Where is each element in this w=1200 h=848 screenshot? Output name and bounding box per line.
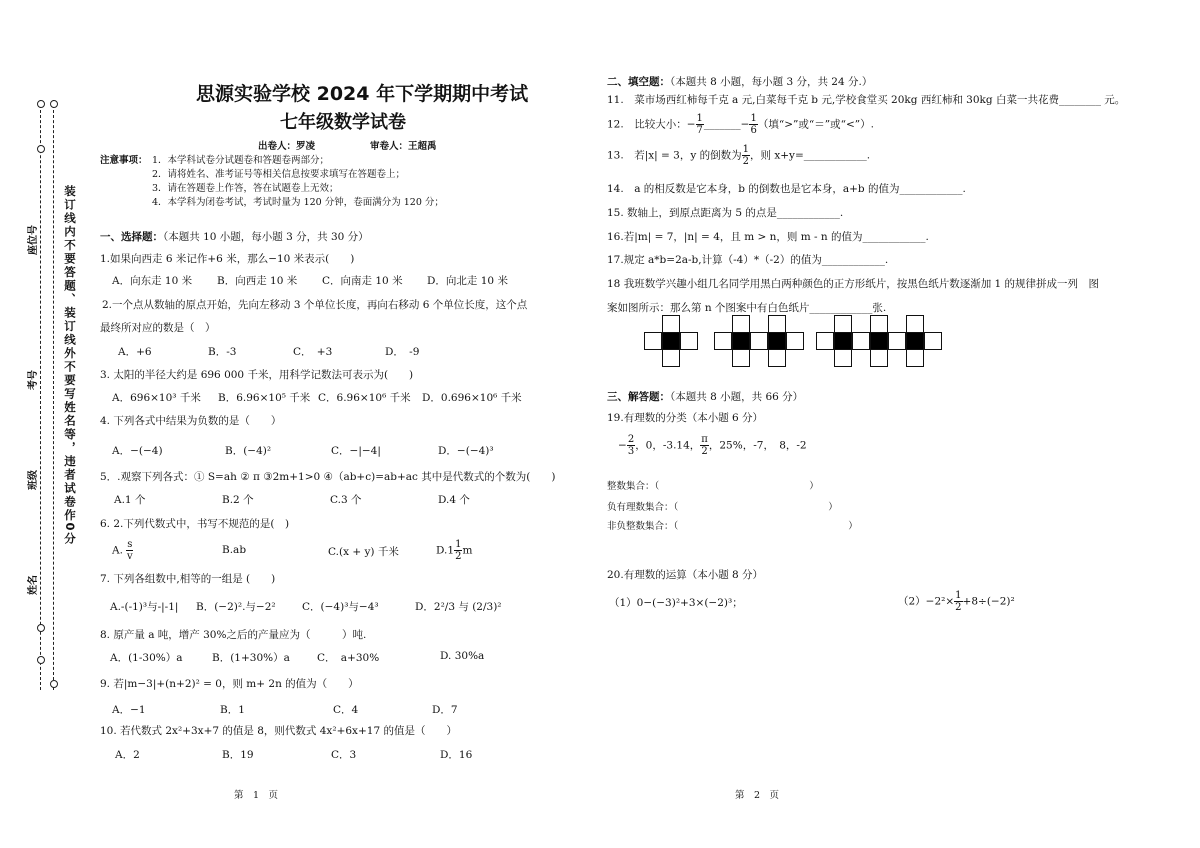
question-2: 2.一个点从数轴的原点开始，先向左移动 3 个单位长度，再向右移动 6 个单位长度，这个点 xyxy=(102,299,528,311)
white-tile xyxy=(816,332,834,350)
binding-warning: 装订线内不要答题、装订线外不要写姓名等，违者试卷作0分 xyxy=(63,185,77,547)
q12-suffix: （填“>”或“＝”或“<”）. xyxy=(757,118,874,131)
question-11: 11. 菜市场西红柿每千克 a 元,白菜每千克 b 元,学校食堂买 20kg 西红柿和 30kg 白菜一共花费________ 元。 xyxy=(607,94,1126,106)
binding-circle xyxy=(37,100,45,108)
binding-line-outer xyxy=(40,100,41,690)
q12-blank: _______ xyxy=(703,118,741,131)
white-tile xyxy=(888,332,906,350)
exam-title: 思源实验学校 2024 年下学期期中考试 xyxy=(196,83,529,105)
question-14: 14. a 的相反数是它本身，b 的倒数也是它本身，a+b 的值为____________. xyxy=(607,183,966,195)
denominator: 2 xyxy=(701,446,708,457)
option: A．向东走 10 米 xyxy=(112,275,193,287)
integer-set-label: 整数集合：（ xyxy=(607,481,660,492)
denominator: 7 xyxy=(696,125,703,136)
option: B．向西走 10 米 xyxy=(217,275,298,287)
nonnegative-integer-set: 非负整数集合：（ ） xyxy=(607,521,858,532)
option: C.(x + y) 千米 xyxy=(328,546,399,558)
option: A．+6 xyxy=(118,346,152,358)
question-10: 10. 若代数式 2x²+3x+7 的值是 8，则代数式 4x²+6x+17 的值是（ ） xyxy=(100,725,457,737)
q13-prefix: 13. 若|x| = 3，y 的倒数为 xyxy=(607,149,742,162)
denominator: 3 xyxy=(627,446,635,457)
black-tile xyxy=(732,332,750,350)
numerator: 1 xyxy=(955,590,962,601)
option: C．向南走 10 米 xyxy=(322,275,403,287)
denominator: 6 xyxy=(750,125,757,136)
question-2-cont: 最终所对应的数是（ ） xyxy=(100,322,216,334)
white-tile xyxy=(852,332,870,350)
question-12: 12. 比较大小：− $\frac{1}{7}$ _______− $\frac{1}{6}$ （填“>”或“＝”或“<”）. xyxy=(607,113,874,136)
question-8: 8. 原产量 a 吨，增产 30%之后的产量应为（ ）吨. xyxy=(100,629,367,641)
option: B．(−4)² xyxy=(225,445,272,457)
white-tile xyxy=(662,315,680,333)
question-5: 5．.观察下列各式：① S=ah ② π ③2m+1>0 ④（ab+c)=ab+ac 其中是代数式的个数为( ) xyxy=(100,471,556,483)
white-tile xyxy=(870,315,888,333)
option: A．2 xyxy=(115,749,140,761)
white-tile xyxy=(680,332,698,350)
option xyxy=(112,539,133,562)
fraction-one-sixth xyxy=(749,113,757,136)
black-tile xyxy=(870,332,888,350)
question-4: 4. 下列各式中结果为负数的是（ ） xyxy=(100,415,282,427)
white-tile xyxy=(834,349,852,367)
black-tile xyxy=(662,332,680,350)
reviewer: 审卷人：王超禹 xyxy=(370,141,437,152)
page-footer: 第 1 页 xyxy=(234,790,279,801)
fraction-two-thirds xyxy=(627,434,635,457)
white-tile xyxy=(732,315,750,333)
q19-numbers-part2: ，25%，-7， 8，-2 xyxy=(708,439,807,452)
q12-prefix: 12. 比较大小： xyxy=(607,118,687,131)
numerator: 2 xyxy=(627,434,635,445)
exam-subtitle: 七年级数学试卷 xyxy=(280,112,406,133)
question-18-cont: 案如图所示：那么第 n 个图案中有白色纸片____________张. xyxy=(607,302,887,314)
denominator: v xyxy=(127,551,133,562)
black-tile xyxy=(768,332,786,350)
numerator: 1 xyxy=(455,539,462,550)
option: A．(1-30%）a xyxy=(110,652,183,664)
question-1: 1.如果向西走 6 米记作+6 米，那么−10 米表示( ) xyxy=(100,253,355,265)
q19-number-list: − $\frac{2}{3}$ ，0，-3.14， $\frac{\pi}{2}$ ，25%，-7， 8，-2 xyxy=(618,434,807,457)
black-tile xyxy=(906,332,924,350)
option: C．(−4)³与−4³ xyxy=(302,601,379,613)
question-20-part-2 xyxy=(898,590,1015,613)
option: D．7 xyxy=(432,704,458,716)
section-3-desc: （本题共 8 小题，共 66 分） xyxy=(670,391,804,403)
negative-rational-set-label: 负有理数集合：（ xyxy=(607,502,679,513)
q20-2-prefix: （2）−2²× xyxy=(898,595,955,608)
option: B．(1+30%）a xyxy=(212,652,290,664)
white-tile xyxy=(924,332,942,350)
option: A．696×10³ 千米 xyxy=(112,392,201,404)
white-tile xyxy=(768,349,786,367)
binding-circle xyxy=(37,145,45,153)
option: D．2²/3 与 (2/3)² xyxy=(415,601,502,613)
numerator: 1 xyxy=(750,113,757,124)
denominator: 2 xyxy=(455,551,462,562)
seat-number-label: 座位号 xyxy=(28,225,39,255)
section-3-heading xyxy=(607,389,803,404)
option: C.3 个 xyxy=(330,494,362,506)
section-1-desc: （本题共 10 小题，每小题 3 分，共 30 分） xyxy=(163,231,369,243)
option: A.-(-1)³与-|-1| xyxy=(110,601,179,613)
option: A．−1 xyxy=(112,704,146,716)
white-tile xyxy=(662,349,680,367)
binding-circle xyxy=(50,680,58,688)
section-2-desc: （本题共 8 小题，每小题 3 分，共 24 分.） xyxy=(670,76,873,88)
option: C．3 xyxy=(331,749,357,761)
integer-set: 整数集合：（ ） xyxy=(607,481,819,492)
white-tile xyxy=(870,349,888,367)
question-3: 3. 太阳的半径大约是 696 000 千米，用科学记数法可表示为( ) xyxy=(100,369,414,381)
note-item: 4．本学科为闭卷考试，考试时量为 120 分钟，卷面满分为 120 分； xyxy=(152,197,444,208)
question-9: 9. 若|m−3|+(n+2)² = 0，则 m+ 2n 的值为（ ） xyxy=(100,678,359,690)
option: D.4 个 xyxy=(438,494,470,506)
white-tile xyxy=(834,315,852,333)
question-20-part-1: （1）0−(−3)²+3×(−2)³； xyxy=(609,597,743,609)
option: A.1 个 xyxy=(114,494,146,506)
option: D． -9 xyxy=(385,346,420,358)
numerator: 1 xyxy=(742,144,749,155)
option: C． a+30% xyxy=(317,652,380,664)
white-tile xyxy=(750,332,768,350)
option: A．−(−4) xyxy=(112,445,163,457)
option: D．16 xyxy=(440,749,473,761)
note-item: 1．本学科试卷分试题卷和答题卷两部分； xyxy=(152,155,330,166)
negative-rational-set: 负有理数集合：（ ） xyxy=(607,502,838,513)
black-tile xyxy=(834,332,852,350)
option: C．6.96×10⁶ 千米 xyxy=(318,392,411,404)
option: B．6.96×10⁵ 千米 xyxy=(218,392,311,404)
option: D．−(−4)³ xyxy=(438,445,494,457)
page-footer: 第 2 页 xyxy=(735,790,780,801)
nonnegative-integer-set-label: 非负整数集合：（ xyxy=(607,521,679,532)
white-tile xyxy=(786,332,804,350)
option-label: D.1 xyxy=(436,544,455,557)
option xyxy=(436,539,472,562)
q20-2-suffix: +8÷(−2)² xyxy=(962,595,1015,608)
q13-suffix: ，则 x+y=____________. xyxy=(750,149,871,162)
option: D. 30%a xyxy=(440,650,485,662)
section-3-title: 三、解答题： xyxy=(607,391,670,403)
question-13 xyxy=(607,144,870,167)
question-18: 18 我班数学兴趣小组几名同学用黑白两种颜色的正方形纸片，按黑色纸片数逐渐加 1 的规律拼成一列 图 xyxy=(607,278,1100,290)
option: B．1 xyxy=(220,704,245,716)
author: 出卷人：罗凌 xyxy=(258,141,316,152)
numerator: 1 xyxy=(696,113,703,124)
fraction-pi-over-two xyxy=(700,434,709,457)
option: B.ab xyxy=(222,544,247,556)
binding-circle xyxy=(37,624,45,632)
option-suffix: m xyxy=(462,544,473,557)
option: C．4 xyxy=(333,704,359,716)
question-19: 19.有理数的分类（本小题 6 分） xyxy=(607,412,764,424)
question-20: 20.有理数的运算（本小题 8 分） xyxy=(607,569,764,581)
section-1-heading xyxy=(100,229,369,244)
binding-circle xyxy=(50,100,58,108)
note-item: 2．请将姓名、准考证号等相关信息按要求填写在答题卷上； xyxy=(152,169,406,180)
class-label: 班级 xyxy=(28,470,39,490)
question-6: 6. 2.下列代数式中，书写不规范的是( ) xyxy=(100,518,290,530)
numerator: π xyxy=(701,434,708,445)
section-2-title: 二、填空题： xyxy=(607,76,670,88)
q19-numbers-part1: ，0，-3.14， xyxy=(635,439,701,452)
option: B．(−2)².与−2² xyxy=(196,601,276,613)
section-1-title: 一、选择题： xyxy=(100,231,163,243)
fraction-one-half xyxy=(954,590,962,613)
white-tile xyxy=(768,315,786,333)
option: B.2 个 xyxy=(222,494,254,506)
question-7: 7. 下列各组数中,相等的一组是 ( ) xyxy=(100,573,276,585)
fraction-one-seventh xyxy=(696,113,704,136)
option: B．-3 xyxy=(208,346,237,358)
option-label: A. xyxy=(112,544,123,557)
fraction-s-v xyxy=(126,539,133,562)
denominator: 2 xyxy=(742,156,749,167)
white-tile xyxy=(906,315,924,333)
denominator: 2 xyxy=(955,602,962,613)
exam-number-label: 考号 xyxy=(28,370,39,390)
section-2-heading xyxy=(607,74,872,89)
option: D．向北走 10 米 xyxy=(427,275,508,287)
option: B．19 xyxy=(222,749,254,761)
option: C．−|−4| xyxy=(331,445,381,457)
fraction-one-half xyxy=(742,144,750,167)
option: D．0.696×10⁶ 千米 xyxy=(422,392,522,404)
question-15: 15. 数轴上，到原点距离为 5 的点是____________. xyxy=(607,207,844,219)
numerator: s xyxy=(127,539,133,550)
binding-line-inner xyxy=(53,100,54,690)
white-tile xyxy=(906,349,924,367)
white-tile xyxy=(644,332,662,350)
question-16: 16.若|m| = 7，|n| = 4，且 m > n，则 m - n 的值为____________. xyxy=(607,231,929,243)
binding-circle xyxy=(37,656,45,664)
white-tile xyxy=(714,332,732,350)
option: C． +3 xyxy=(293,346,333,358)
notes-label: 注意事项： xyxy=(100,155,148,166)
name-label: 姓名 xyxy=(28,575,39,595)
question-17: 17.规定 a*b=2a-b,计算（-4）*（-2）的值为____________. xyxy=(607,254,889,266)
white-tile xyxy=(732,349,750,367)
note-item: 3．请在答题卷上作答，答在试题卷上无效； xyxy=(152,183,339,194)
